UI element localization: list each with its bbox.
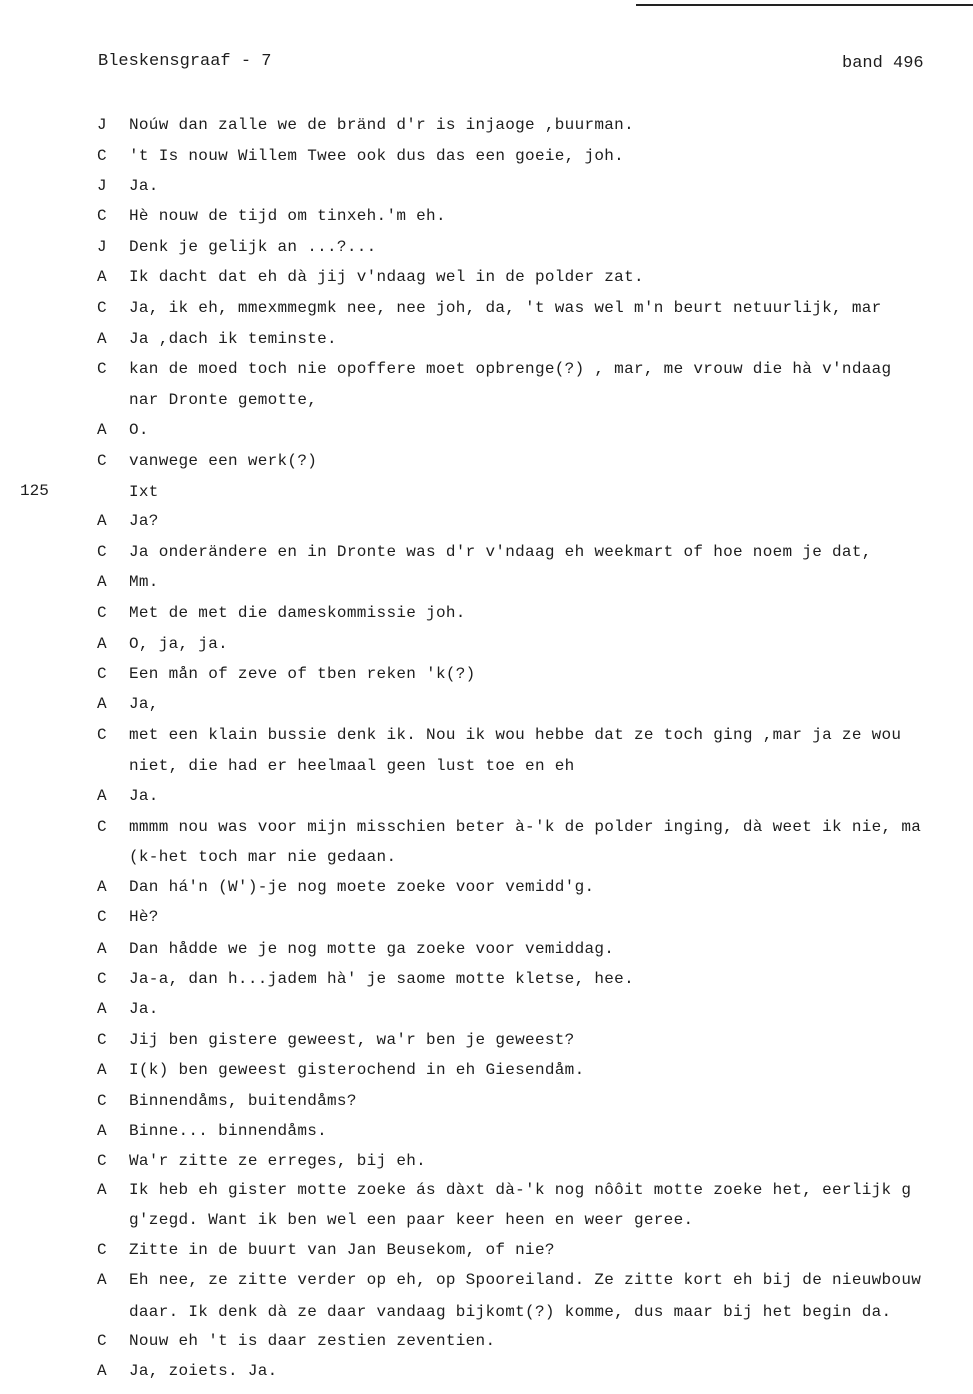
speaker-label: C — [97, 604, 107, 622]
utterance-text: mmmm nou was voor mijn misschien beter à-'k de polder inging, dà weet ik nie, ma — [129, 818, 922, 836]
utterance-text: Binne... binnendåms. — [129, 1122, 328, 1140]
transcript-line — [97, 1092, 357, 1110]
transcript-line — [97, 147, 624, 165]
transcript-line — [97, 116, 634, 134]
speaker-label: A — [97, 1362, 107, 1380]
utterance-text: Een mån of zeve of tben reken 'k(?) — [129, 665, 476, 683]
utterance-text: Dan há'n (W')-je nog moete zoeke voor vemidd'g. — [129, 878, 595, 896]
utterance-text: Ja. — [129, 787, 159, 805]
utterance-text: Jij ben gistere geweest, wa'r ben je geweest? — [129, 1031, 575, 1049]
utterance-text: nar Dronte gemotte, — [129, 391, 318, 409]
transcript-line — [97, 940, 614, 958]
transcript-line — [97, 878, 594, 896]
transcript-line — [97, 421, 149, 439]
utterance-text: (k-het toch mar nie gedaan. — [129, 848, 397, 866]
speaker-label: C — [97, 726, 107, 744]
transcript-line — [129, 1211, 693, 1229]
speaker-label: C — [97, 908, 107, 926]
transcript-line — [97, 1122, 327, 1140]
top-rule — [636, 4, 973, 6]
utterance-text: Ja, ik eh, mmexmmegmk nee, nee joh, da, 't was wel m'n beurt netuurlijk, mar — [129, 299, 882, 317]
utterance-text: Ixt — [129, 483, 159, 501]
utterance-text: Met de met die dameskommissie joh. — [129, 604, 466, 622]
speaker-label: A — [97, 512, 107, 530]
utterance-text: O, ja, ja. — [129, 635, 229, 653]
speaker-label: C — [97, 299, 107, 317]
utterance-text: Ja, — [129, 695, 159, 713]
speaker-label: A — [97, 1061, 107, 1079]
utterance-text: Ja. — [129, 1000, 159, 1018]
speaker-label: A — [97, 573, 107, 591]
speaker-label: A — [97, 421, 107, 439]
utterance-text: daar. Ik denk dà ze daar vandaag bijkomt(?) komme, dus maar bij het begin da. — [129, 1303, 892, 1321]
transcript-line — [129, 757, 575, 775]
utterance-text: Hè nouw de tijd om tinxeh.'m eh. — [129, 207, 446, 225]
transcript-line — [97, 635, 228, 653]
speaker-label: A — [97, 268, 107, 286]
speaker-label: A — [97, 1122, 107, 1140]
speaker-label: C — [97, 1092, 107, 1110]
transcript-line — [129, 848, 396, 866]
transcript-line — [97, 360, 891, 378]
transcript-line — [129, 391, 317, 409]
transcript-line — [97, 268, 644, 286]
transcript-line — [97, 1181, 911, 1199]
speaker-label: J — [97, 238, 107, 256]
utterance-text: Hè? — [129, 908, 159, 926]
transcript-line — [97, 330, 337, 348]
speaker-label: C — [97, 1241, 107, 1259]
speaker-label: C — [97, 665, 107, 683]
utterance-text: Ja, zoiets. Ja. — [129, 1362, 278, 1380]
transcript-line — [129, 1303, 891, 1321]
transcript-line — [97, 726, 901, 744]
utterance-text: Ja ,dach ik teminste. — [129, 330, 337, 348]
utterance-text: g'zegd. Want ik ben wel een paar keer heen en weer geree. — [129, 1211, 694, 1229]
speaker-label: A — [97, 940, 107, 958]
transcript-line — [97, 818, 921, 836]
speaker-label: A — [97, 695, 107, 713]
transcript-line — [97, 177, 159, 195]
margin-line-number: 125 — [20, 482, 49, 500]
speaker-label: C — [97, 360, 107, 378]
transcript-line — [97, 299, 882, 317]
transcript-line — [97, 238, 377, 256]
utterance-text: Zitte in de buurt van Jan Beusekom, of nie? — [129, 1241, 555, 1259]
utterance-text: Ja. — [129, 177, 159, 195]
speaker-label: A — [97, 330, 107, 348]
speaker-label: C — [97, 543, 107, 561]
band-number: band 496 — [842, 54, 924, 73]
transcript-line — [97, 970, 634, 988]
transcript-line — [97, 1031, 575, 1049]
speaker-label: C — [97, 1031, 107, 1049]
transcript-line — [97, 573, 159, 591]
transcript-line — [97, 1362, 278, 1380]
speaker-label: A — [97, 1000, 107, 1018]
utterance-text: Nouw eh 't is daar zestien zeventien. — [129, 1332, 496, 1350]
utterance-text: Ik heb eh gister motte zoeke ás dàxt dà-'k nog nôôit motte zoeke het, eerlijk g — [129, 1181, 912, 1199]
utterance-text: Wa'r zitte ze erreges, bij eh. — [129, 1152, 427, 1170]
transcript-line — [97, 1000, 159, 1018]
speaker-label: C — [97, 970, 107, 988]
speaker-label: A — [97, 1181, 107, 1199]
transcript-line — [97, 695, 159, 713]
transcript-line — [97, 604, 466, 622]
utterance-text: Ja onderändere en in Dronte was d'r v'ndaag eh weekmart of hoe noem je dat, — [129, 543, 872, 561]
transcript-line — [97, 1332, 495, 1350]
utterance-text: niet, die had er heelmaal geen lust toe en eh — [129, 757, 575, 775]
utterance-text: I(k) ben geweest gisterochend in eh Giesendåm. — [129, 1061, 585, 1079]
speaker-label: J — [97, 177, 107, 195]
speaker-label: A — [97, 1271, 107, 1289]
speaker-label: A — [97, 878, 107, 896]
speaker-label: C — [97, 818, 107, 836]
transcript-line — [97, 787, 159, 805]
transcript-line — [97, 1271, 921, 1289]
utterance-text: Ik dacht dat eh dà jij v'ndaag wel in de polder zat. — [129, 268, 644, 286]
transcript-line — [97, 1241, 555, 1259]
speaker-label: C — [97, 207, 107, 225]
transcript-line — [129, 483, 159, 501]
transcript-line — [97, 543, 872, 561]
speaker-label: A — [97, 635, 107, 653]
speaker-label: C — [97, 1332, 107, 1350]
utterance-text: Mm. — [129, 573, 159, 591]
page-title: Bleskensgraaf - 7 — [98, 52, 272, 71]
utterance-text: O. — [129, 421, 149, 439]
utterance-text: vanwege een werk(?) — [129, 452, 318, 470]
speaker-label: C — [97, 147, 107, 165]
transcript-line — [97, 908, 159, 926]
speaker-label: C — [97, 452, 107, 470]
transcript-line — [97, 1152, 426, 1170]
utterance-text: Denk je gelijk an ...?... — [129, 238, 377, 256]
utterance-text: Ja? — [129, 512, 159, 530]
utterance-text: 't Is nouw Willem Twee ook dus das een goeie, joh. — [129, 147, 625, 165]
transcript-line — [97, 665, 476, 683]
speaker-label: A — [97, 787, 107, 805]
utterance-text: Noúw dan zalle we de bränd d'r is injaoge ,buurman. — [129, 116, 634, 134]
transcript-line — [97, 512, 159, 530]
utterance-text: Dan hådde we je nog motte ga zoeke voor vemiddag. — [129, 940, 615, 958]
utterance-text: Ja-a, dan h...jadem hà' je saome motte kletse, hee. — [129, 970, 634, 988]
speaker-label: C — [97, 1152, 107, 1170]
utterance-text: Eh nee, ze zitte verder op eh, op Spooreiland. Ze zitte kort eh bij de nieuwbouw — [129, 1271, 922, 1289]
utterance-text: met een klain bussie denk ik. Nou ik wou hebbe dat ze toch ging ,mar ja ze wou — [129, 726, 902, 744]
utterance-text: kan de moed toch nie opoffere moet opbrenge(?) , mar, me vrouw die hà v'ndaag — [129, 360, 892, 378]
transcript-line — [97, 452, 317, 470]
speaker-label: J — [97, 116, 107, 134]
transcript-line — [97, 207, 446, 225]
utterance-text: Binnendåms, buitendåms? — [129, 1092, 357, 1110]
transcript-line — [97, 1061, 584, 1079]
